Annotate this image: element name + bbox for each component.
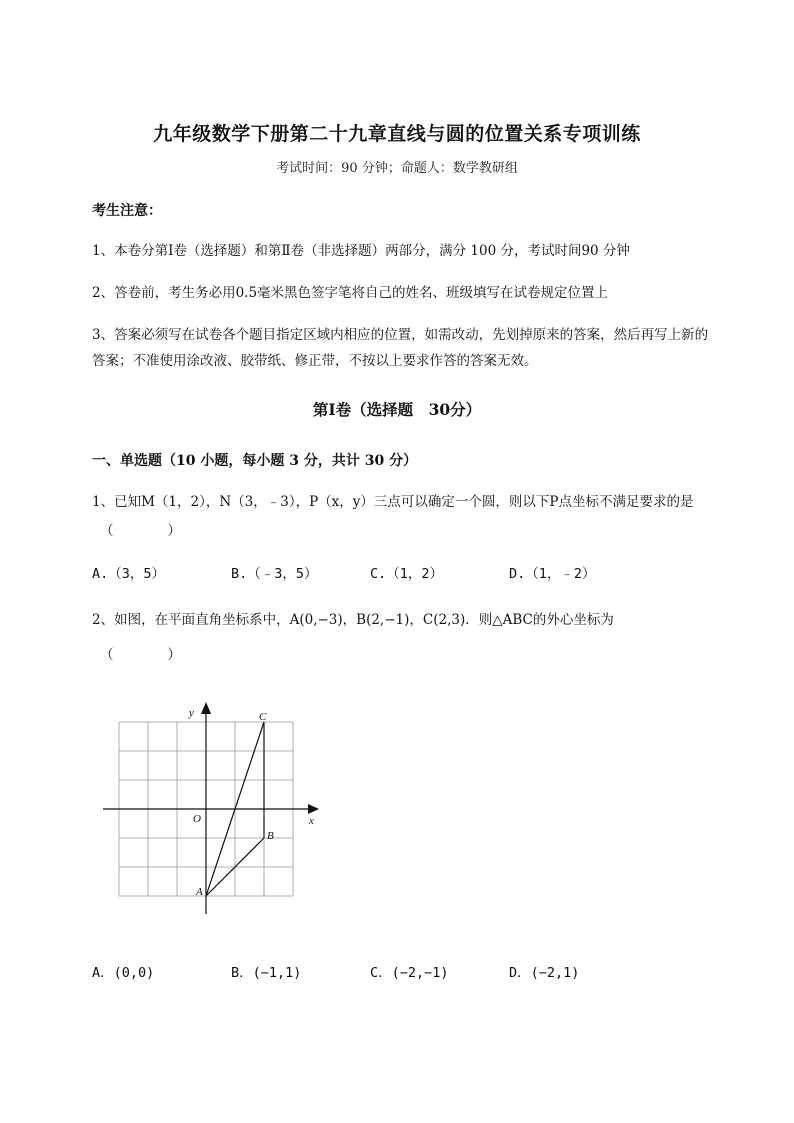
coordinate-figure: [95, 698, 335, 920]
question-1-option-a: A.（3，5）: [92, 566, 166, 582]
origin-label: O: [193, 813, 201, 825]
exam-subtitle: 考试时间：90 分钟；命题人：数学教研组: [276, 161, 518, 176]
question-1-text: 1、已知M（1，2），N（3，﹣3），P（x，y）三点可以确定一个圆，则以下P点坐标不满足要求的是: [92, 494, 694, 510]
question-1-option-b: B.（﹣3，5）: [231, 566, 318, 582]
question-2-option-d: D．(−2,1): [509, 965, 580, 981]
point-a-label: A: [196, 886, 203, 898]
point-b-label: B: [267, 830, 274, 842]
question-2-answer-blank: （ ）: [100, 647, 181, 663]
notice-item-1: 1、本卷分第Ⅰ卷（选择题）和第Ⅱ卷（非选择题）两部分，满分 100 分，考试时间90 分钟: [92, 243, 630, 259]
y-axis-label: y: [189, 707, 194, 719]
question-2-option-b: B．(−1,1): [231, 965, 302, 981]
notice-item-2: 2、答卷前，考生务必用0.5毫米黑色签字笔将自己的姓名、班级填写在试卷规定位置上: [92, 285, 609, 301]
notice-heading: 考生注意：: [92, 203, 162, 219]
part-title: 一、单选题（10 小题，每小题 3 分，共计 30 分）: [92, 453, 418, 469]
notice-item-3: 3、答案必须写在试卷各个题目指定区域内相应的位置，如需改动，先划掉原来的答案，然后再写上新的答案；不准使用涂改液、胶带纸、修正带，不按以上要求作答的答案无效。: [92, 327, 709, 369]
coordinate-grid-svg: [95, 698, 335, 920]
question-2-text: 2、如图，在平面直角坐标系中，A(0,−3)，B(2,−1)，C(2,3)．则△ABC的外心坐标为: [92, 612, 614, 628]
x-axis-label: x: [309, 815, 314, 827]
x-axis-arrow: [308, 804, 319, 814]
question-2-option-c: C．(−2,−1): [370, 965, 449, 981]
section-title: 第Ⅰ卷（选择题 30分）: [312, 400, 482, 419]
question-2-option-a: A．(0,0): [92, 965, 155, 981]
axes: [103, 706, 313, 914]
question-1-option-c: C.（1，2）: [370, 566, 444, 582]
question-1-answer-blank: （ ）: [100, 523, 181, 539]
y-axis-arrow: [201, 702, 211, 714]
point-c-label: C: [259, 711, 267, 723]
exam-title: 九年级数学下册第二十九章直线与圆的位置关系专项训练: [153, 123, 641, 145]
question-1-option-d: D.（1，﹣2）: [509, 566, 596, 582]
